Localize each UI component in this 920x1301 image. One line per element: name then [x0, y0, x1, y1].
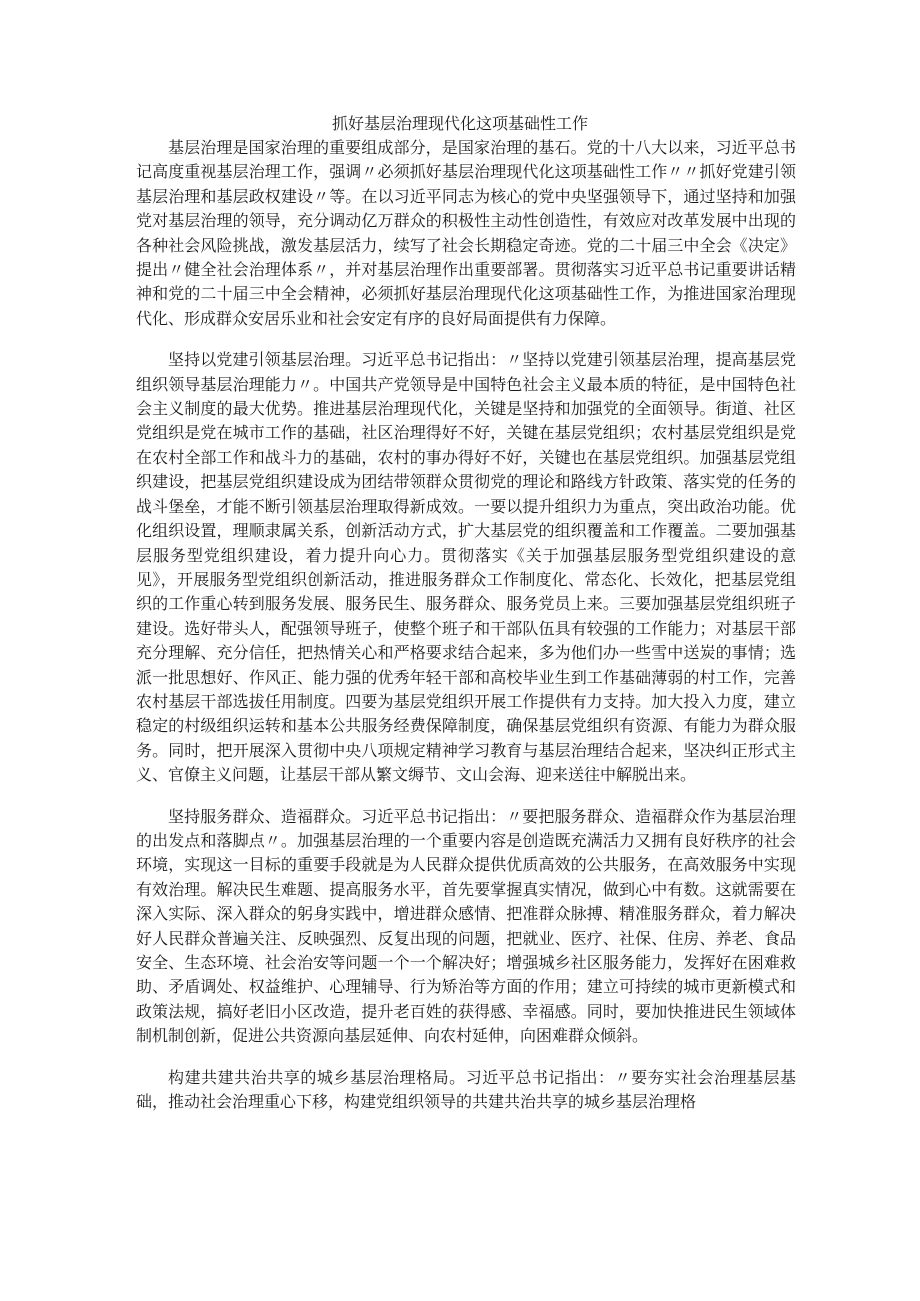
document-title: 抓好基层治理现代化这项基础性工作 — [331, 114, 588, 133]
paragraph-party-leadership: 坚持以党建引领基层治理。习近平总书记指出：〃坚持以党建引领基层治理，提高基层党组织领导基层治理能力〃。中国共产党领导是中国特色社会主义最本质的特征，是中国特色社会主义制度的最大优势。推进基层治理现代化，关键是坚持和加强党的全面领导。街道、社区党组织是党在城市工作的基础，社区治理得好不好，关键在基层党组织；农村基层党组织是党在农村全部工作和战斗力的基础，农村的事办得好不好，关键也在基层党组织。加强基层党组织建设，把基层党组织建设成为团结带领群众贯彻党的理论和路线方针政策、落实党的任务的战斗堡垒，才能不断引领基层治理取得新成效。一要以提升组织力为重点，突出政治功能。优化组织设置，理顺隶属关系，创新活动方式，扩大基层党的组织覆盖和工作覆盖。二要加强基层服务型党组织建设，着力提升向心力。贯彻落实《关于加强基层服务型党组织建设的意见》，开展服务型党组织创新活动，推进服务群众工作制度化、常态化、长效化，把基层党组织的工作重心转到服务发展、服务民生、服务群众、服务党员上来。三要加强基层党组织班子建设。选好带头人，配强领导班子，使整个班子和干部队伍具有较强的工作能力；对基层干部充分理解、充分信任，把热情关心和严格要求结合起来，多为他们办一些雪中送炭的事情；选派一批思想好、作风正、能力强的优秀年轻干部和高校毕业生到工作基础薄弱的村工作，完善农村基层干部选拔任用制度。四要为基层党组织开展工作提供有力支持。加大投入力度，建立稳定的村级组织运转和基本公共服务经费保障制度，确保基层党组织有资源、有能力为群众服务。同时，把开展深入贯彻中央八项规定精神学习教育与基层治理结合起来，坚决纠正形式主义、官僚主义问题，让基层干部从繁文缛节、文山会海、迎来送往中解脱出来。 — [136, 350, 796, 785]
paragraph-serve-masses: 坚持服务群众、造福群众。习近平总书记指出：〃要把服务群众、造福群众作为基层治理的出发点和落脚点〃。加强基层治理的一个重要内容是创造既充满活力又拥有良好秩序的社会环境，实现这一目标的重要手段就是为人民群众提供优质高效的公共服务，在高效服务中实现有效治理。解决民生难题、提高服务水平，首先要掌握真实情况，做到心中有数。这就需要在深入实际、深入群众的躬身实践中，增进群众感情、把准群众脉搏、精准服务群众，着力解决好人民群众普遍关注、反映强烈、反复出现的问题，把就业、医疗、社保、住房、养老、食品安全、生态环境、社会治安等问题一个一个解决好；增强城乡社区服务能力，发挥好在困难救助、矛盾调处、权益维护、心理辅导、行为矫治等方面的作用；建立可持续的城市更新模式和政策法规，搞好老旧小区改造，提升老百姓的获得感、幸福感。同时，要加快推进民生领域体制机制创新，促进公共资源向基层延伸、向农村延伸，向困难群众倾斜。 — [136, 806, 796, 1046]
paragraph-governance-pattern: 构建共建共治共享的城乡基层治理格局。习近平总书记指出：〃要夯实社会治理基层基础，推动社会治理重心下移，构建党组织领导的共建共治共享的城乡基层治理格 — [136, 1067, 796, 1112]
paragraph-intro: 基层治理是国家治理的重要组成部分，是国家治理的基石。党的十八大以来，习近平总书记高度重视基层治理工作，强调〃必须抓好基层治理现代化这项基础性工作〃〃抓好党建引领基层治理和基层政权建设〃等。在以习近平同志为核心的党中央坚强领导下，通过坚持和加强党对基层治理的领导，充分调动亿万群众的积极性主动性创造性，有效应对改革发展中出现的各种社会风险挑战，激发基层活力，续写了社会长期稳定奇迹。党的二十届三中全会《决定》提出〃健全社会治理体系〃，并对基层治理作出重要部署。贯彻落实习近平总书记重要讲话精神和党的二十届三中全会精神，必须抓好基层治理现代化这项基础性工作，为推进国家治理现代化、形成群众安居乐业和社会安定有序的良好局面提供有力保障。 — [136, 138, 796, 328]
document-body — [136, 136, 796, 1131]
